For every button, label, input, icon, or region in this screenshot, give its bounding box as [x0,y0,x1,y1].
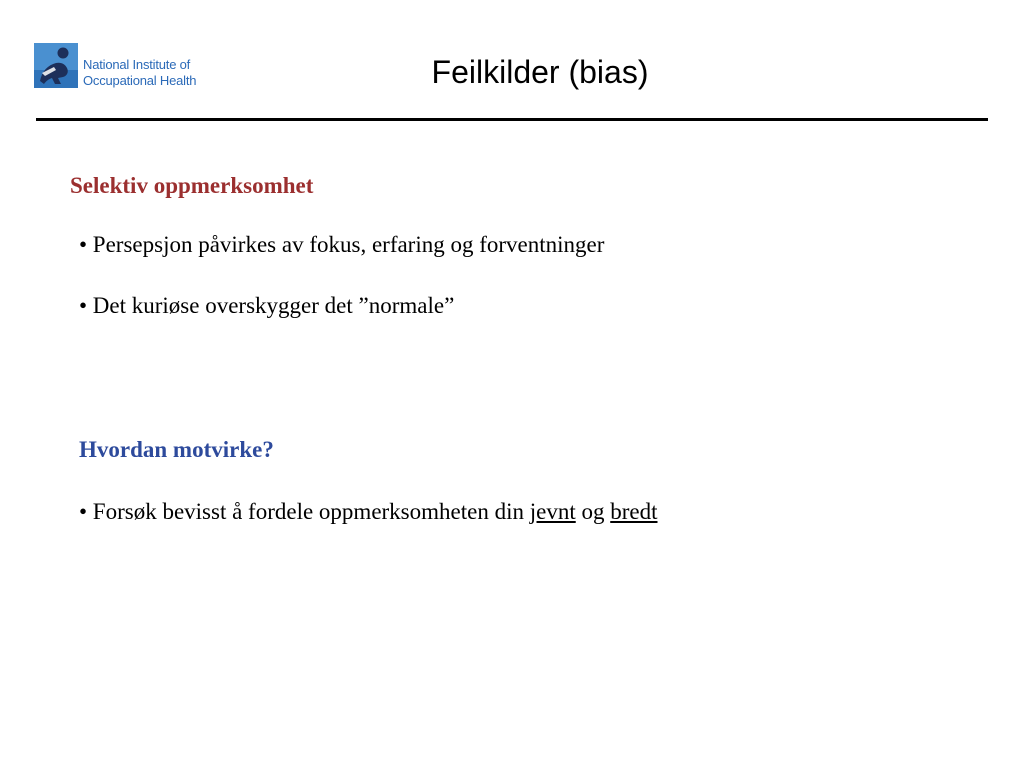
slide-title: Feilkilder (bias) [431,54,649,90]
bullet-perception: • Persepsjon påvirkes av fokus, erfaring og forventninger [79,232,605,257]
institute-logo [34,43,224,91]
underlined-word-broadly: bredt [610,499,658,524]
institute-name-line2: Occupational Health [83,73,197,88]
institute-name [83,57,196,89]
bullet-prefix-text: • Forsøk bevisst å fordele oppmerksomheten din [79,499,530,524]
section-heading-countermeasure: Hvordan motvirke? [79,437,274,462]
institute-logo-icon [34,43,78,88]
bullet-distribute-attention [79,497,658,527]
underlined-word-evenly: jevnt [529,499,576,524]
institute-name-line1: National Institute of [83,57,191,72]
bullet-curious: • Det kuriøse overskygger det ”normale” [79,293,455,318]
section-heading-selective-attention: Selektiv oppmerksomhet [70,173,314,198]
title-divider [36,118,988,121]
bullet-middle-text: og [575,499,611,524]
